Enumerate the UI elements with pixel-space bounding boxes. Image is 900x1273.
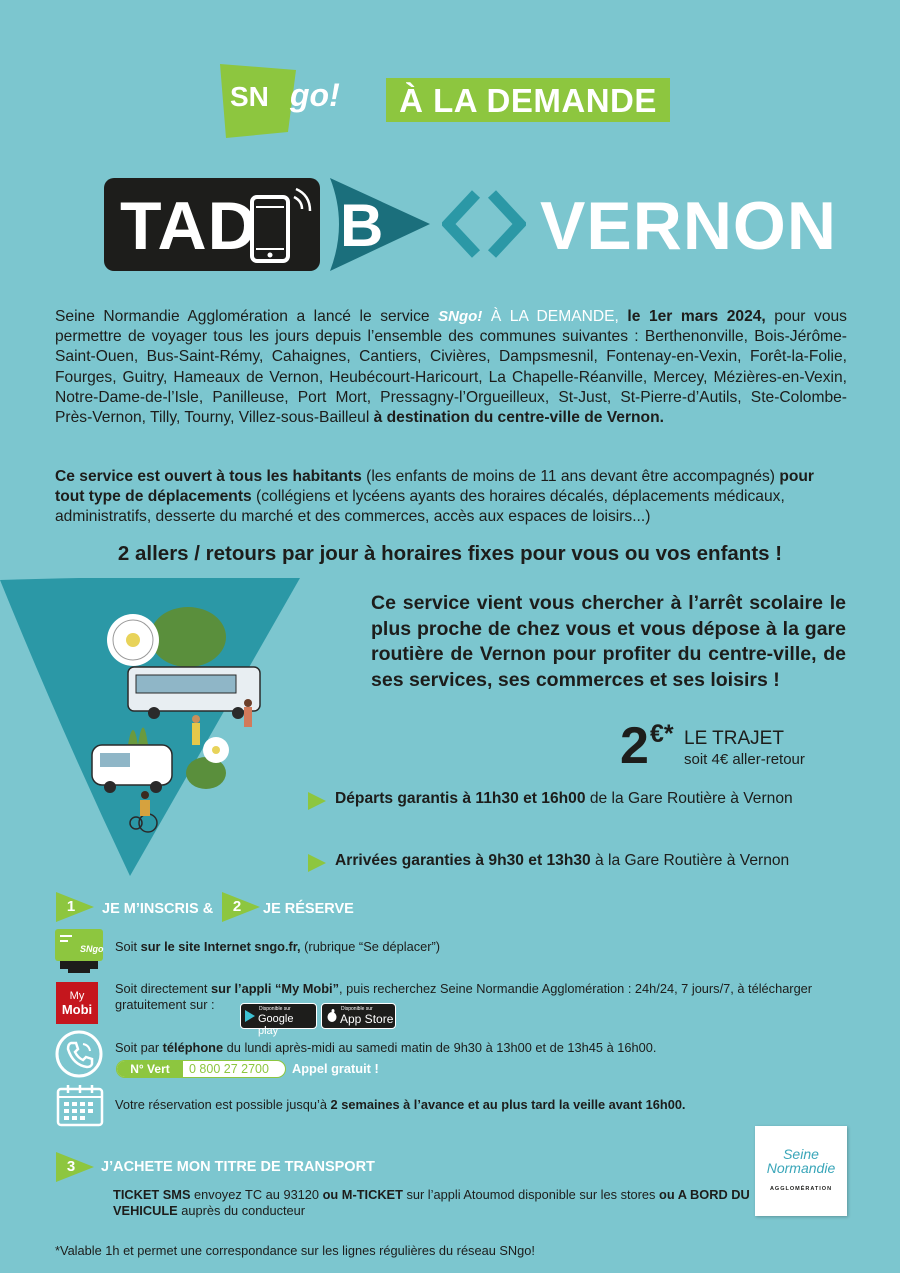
arrivals-rest: à la Gare Routière à Vernon <box>590 852 790 869</box>
pickup-description: Ce service vient vous chercher à l’arrêt scolaire le plus proche de chez vous et vous dépose à la gare routière de Vernon pour profiter du centre-ville, de ses services, ses commerces et ses loisirs ! <box>371 592 846 691</box>
step-3-number: 3 <box>66 1158 76 1175</box>
calendar-icon <box>56 1083 104 1127</box>
phone-text-1: Soit par <box>115 1040 163 1055</box>
price-label: LE TRAJET <box>684 728 784 749</box>
intro-date: le 1er mars 2024, <box>618 308 766 325</box>
intro-brand: SNgo! <box>438 308 483 325</box>
ticket-onboard: ou A BORD DU VEHICULE <box>113 1187 750 1218</box>
website-link[interactable]: sur le site Internet sngo.fr, <box>140 939 301 954</box>
mymobi-icon-my: My <box>69 990 85 1002</box>
website-text-2: (rubrique “Se déplacer”) <box>300 939 441 954</box>
price-currency: €* <box>650 720 674 748</box>
phone-bold: téléphone <box>162 1040 224 1055</box>
ticket-text-2: sur l’appli Atoumod disponible sur les stores <box>402 1187 659 1202</box>
smartphone-icon <box>246 185 318 265</box>
app-text-1: Soit directement <box>115 981 212 996</box>
step-2-label: JE RÉSERVE <box>263 901 354 917</box>
sngo-logo <box>218 62 368 138</box>
step-2-badge <box>222 892 260 922</box>
step-3-label: J’ACHETE MON TITRE DE TRANSPORT <box>101 1159 375 1175</box>
ticket-text-1: envoyez TC au 93120 <box>190 1187 323 1202</box>
departures-rest: de la Gare Routière à Vernon <box>585 790 793 807</box>
chevrons-icon <box>442 190 526 258</box>
headline: 2 allers / retours par jour à horaires fixes pour vous ou vos enfants ! <box>117 542 783 565</box>
phone-line <box>115 1040 656 1056</box>
apple-icon <box>327 1009 337 1022</box>
sn-logo-seine: Seine <box>783 1146 819 1162</box>
sngo-logo-sn: SN <box>230 81 269 112</box>
ticket-sms: TICKET SMS <box>113 1187 191 1202</box>
step-2-number: 2 <box>232 898 242 915</box>
google-play-icon <box>245 1010 255 1022</box>
service-text-1: (les enfants de moins de 11 ans devant être accompagnés) <box>361 468 780 485</box>
play-triangle-icon <box>308 854 326 872</box>
google-play-label: Google play <box>258 1013 294 1037</box>
seine-normandie-logo <box>755 1126 847 1216</box>
phone-hours: du lundi après-midi au samedi matin de 9h30 à 13h00 et de 13h45 à 16h00. <box>223 1040 657 1055</box>
google-play-button[interactable] <box>240 1003 317 1037</box>
step-1-badge <box>56 892 94 922</box>
booking-line <box>115 1097 686 1113</box>
numero-vert-label: N° Vert <box>117 1061 183 1077</box>
intro-demande: À LA DEMANDE, <box>482 308 619 325</box>
price-return: soit 4€ aller-retour <box>684 751 805 768</box>
arrivals-line <box>335 852 789 870</box>
vernon-label: VERNON <box>540 188 837 264</box>
service-paragraph <box>55 467 847 528</box>
departures-line <box>335 790 793 808</box>
departures-bold: Départs garantis à 11h30 et 16h00 <box>335 790 586 807</box>
a-la-demande-banner: À LA DEMANDE <box>386 78 670 122</box>
monitor-icon-brand: SNgo! <box>80 944 104 954</box>
app-text-2: , puis recherchez Seine Normandie Agglomération : 24h/24, 7 jours/7, à télécharger gratuitement sur : <box>115 981 813 1012</box>
footnote: *Valable 1h et permet une correspondance sur les lignes régulières du réseau SNgo! <box>55 1243 535 1258</box>
intro-paragraph <box>55 307 847 428</box>
service-bold-1: Ce service est ouvert à tous les habitants <box>55 468 362 485</box>
price-amount: 2 <box>620 717 649 775</box>
numero-vert-badge[interactable] <box>116 1060 286 1078</box>
sngo-logo-go: go! <box>290 77 340 113</box>
sn-logo-normandie: Normandie <box>766 1160 836 1176</box>
step-1-label: JE M’INSCRIS & <box>102 901 214 917</box>
service-text-2: (collégiens et lycéens ayants des horaires décalés, déplacements médicaux, administratifs, desserte du marché et des commerces, accès aux espaces de loisirs...) <box>55 488 785 526</box>
numero-vert-number: 0 800 27 2700 <box>189 1062 269 1076</box>
tad-label: TAD <box>120 188 258 264</box>
play-triangle-icon <box>308 792 326 810</box>
phone-icon <box>55 1030 103 1078</box>
google-play-small: Disponible sur <box>259 1006 291 1012</box>
app-store-button[interactable] <box>321 1003 396 1029</box>
ticket-paragraph <box>113 1187 753 1219</box>
arrivals-bold: Arrivées garanties à 9h30 et 13h30 <box>335 852 591 869</box>
step-3-badge <box>56 1152 94 1182</box>
intro-text-1: Seine Normandie Agglomération a lancé le service <box>55 308 439 325</box>
step-1-number: 1 <box>66 898 76 915</box>
line-b-label: B <box>340 192 384 259</box>
ticket-mticket: ou M-TICKET <box>322 1187 403 1202</box>
app-store-label: App Store <box>340 1012 394 1026</box>
sn-logo-agglomeration: AGGLOMÉRATION <box>769 1186 833 1192</box>
website-text-1: Soit <box>115 939 141 954</box>
mymobi-icon-mobi: Mobi <box>61 1002 93 1017</box>
app-name: sur l’appli “My Mobi” <box>211 981 340 996</box>
ticket-text-3: auprès du conducteur <box>177 1203 306 1218</box>
website-line <box>115 939 440 955</box>
app-line <box>115 981 855 1013</box>
intro-communes: pour vous permettre de voyager tous les jours depuis l’ensemble des communes suivantes : Berthenonville, Bois-Jérôme-Saint-Ouen, Bus-Saint-Rémy, Cahaignes, Cantiers, Civières, Dampsmesnil, Fontenay-en-Vexin, Forêt-la-Folie, Fourges, Guitry, Hameaux de Vernon, Heubécourt-Haricourt, La Chapelle-Réanville, Mercey, Mézières-en-Vexin, Notre-Dame-de-l’Isle, Panilleuse, Port Mort, Pressagny-l’Orgueilleux, St-Just, St-Pierre-d’Autils, Ste-Colombe-Près-Vernon, Tilly, Tourny, Villez-sous-Bailleul <box>55 308 847 427</box>
bus-illustration <box>88 595 288 840</box>
monitor-icon <box>54 928 104 974</box>
booking-bold: 2 semaines à l’avance et au plus tard la veille avant 16h00. <box>330 1097 686 1112</box>
free-call-label: Appel gratuit ! <box>292 1061 379 1076</box>
intro-destination: à destination du centre-ville de Vernon. <box>373 409 664 427</box>
service-bold-2: pour tout type de déplacements <box>55 468 814 506</box>
app-store-small: Disponible sur <box>341 1006 373 1012</box>
mymobi-app-icon <box>56 982 98 1024</box>
booking-text: Votre réservation est possible jusqu’à <box>115 1097 331 1112</box>
